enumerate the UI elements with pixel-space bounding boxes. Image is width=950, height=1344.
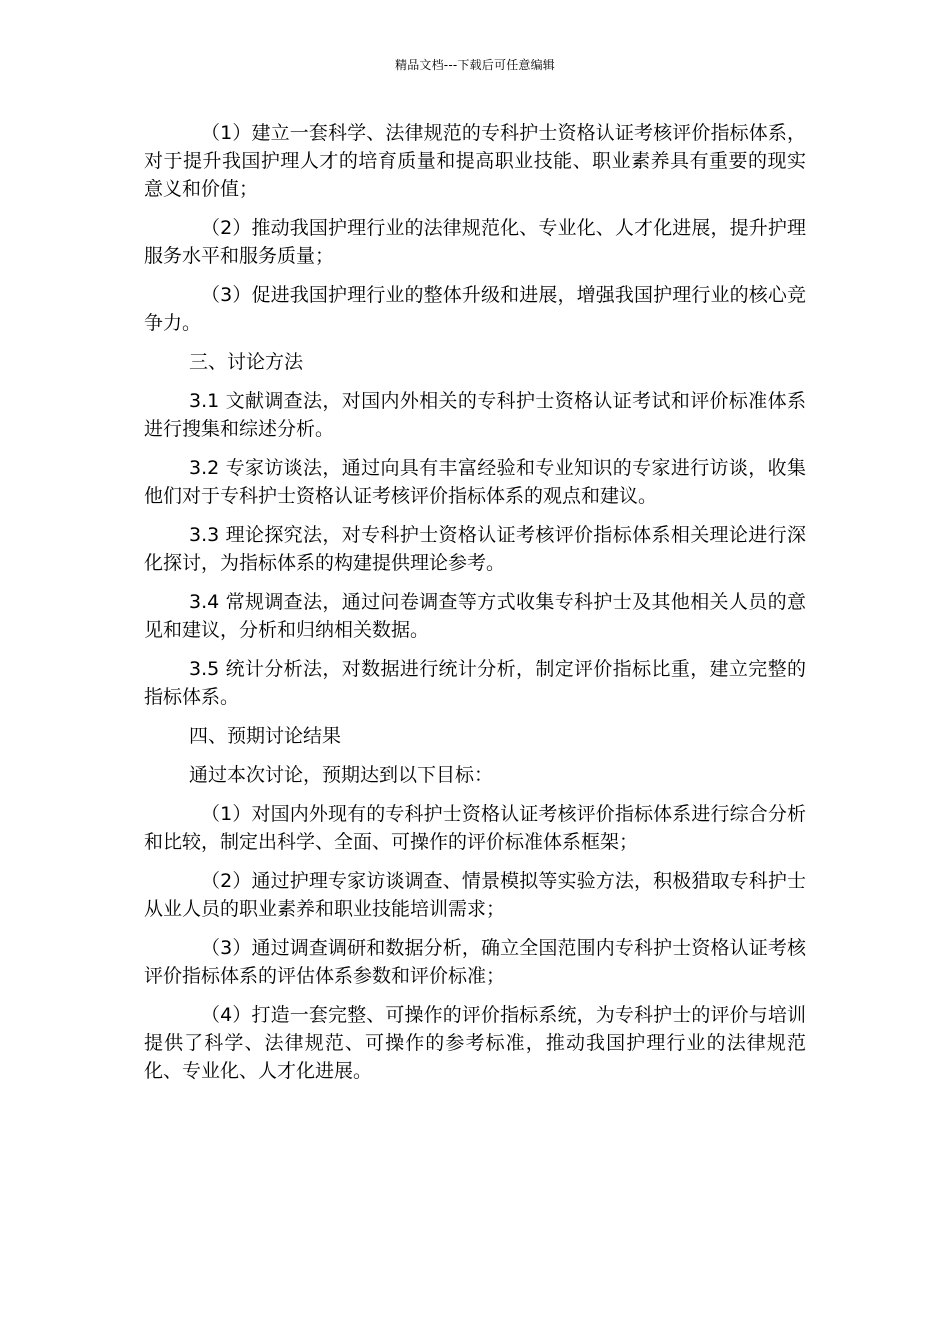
- paragraph: 3.4 常规调查法，通过问卷调查等方式收集专科护士及其他相关人员的意见和建议，分析和归纳相关数据。: [144, 591, 806, 641]
- paragraph: 3.1 文献调查法，对国内外相关的专科护士资格认证考试和评价标准体系进行搜集和综述分析。: [144, 390, 806, 440]
- paragraph: （3）通过调查调研和数据分析，确立全国范围内专科护士资格认证考核评价指标体系的评估体系参数和评价标准；: [144, 937, 806, 987]
- paragraph: （4）打造一套完整、可操作的评价指标系统，为专科护士的评价与培训提供了科学、法律规范、可操作的参考标准，推动我国护理行业的法律规范化、专业化、人才化进展。: [144, 1004, 806, 1082]
- paragraph: 通过本次讨论，预期达到以下目标：: [189, 764, 494, 786]
- paragraph: （3）促进我国护理行业的整体升级和进展，增强我国护理行业的核心竞争力。: [144, 284, 806, 334]
- paragraph: （2）推动我国护理行业的法律规范化、专业化、人才化进展，提升护理服务水平和服务质量；: [144, 217, 806, 267]
- paragraph: 3.3 理论探究法，对专科护士资格认证考核评价指标体系相关理论进行深化探讨，为指标体系的构建提供理论参考。: [144, 524, 806, 574]
- paragraph: （2）通过护理专家访谈调查、情景模拟等实验方法，积极猎取专科护士从业人员的职业素养和职业技能培训需求；: [144, 870, 806, 920]
- section-heading: 三、讨论方法: [189, 351, 304, 373]
- paragraph: 3.2 专家访谈法，通过向具有丰富经验和专业知识的专家进行访谈，收集他们对于专科护士资格认证考核评价指标体系的观点和建议。: [144, 457, 806, 507]
- paragraph: （1）对国内外现有的专科护士资格认证考核评价指标体系进行综合分析和比较，制定出科学、全面、可操作的评价标准体系框架；: [144, 803, 806, 853]
- section-heading: 四、预期讨论结果: [189, 725, 342, 747]
- document-body: [144, 119, 806, 1096]
- paragraph: 3.5 统计分析法，对数据进行统计分析，制定评价指标比重，建立完整的指标体系。: [144, 658, 806, 708]
- page-header: 精品文档---下载后可任意编辑: [395, 58, 555, 72]
- paragraph: （1）建立一套科学、法律规范的专科护士资格认证考核评价指标体系，对于提升我国护理人才的培育质量和提高职业技能、职业素养具有重要的现实意义和价值；: [144, 122, 806, 200]
